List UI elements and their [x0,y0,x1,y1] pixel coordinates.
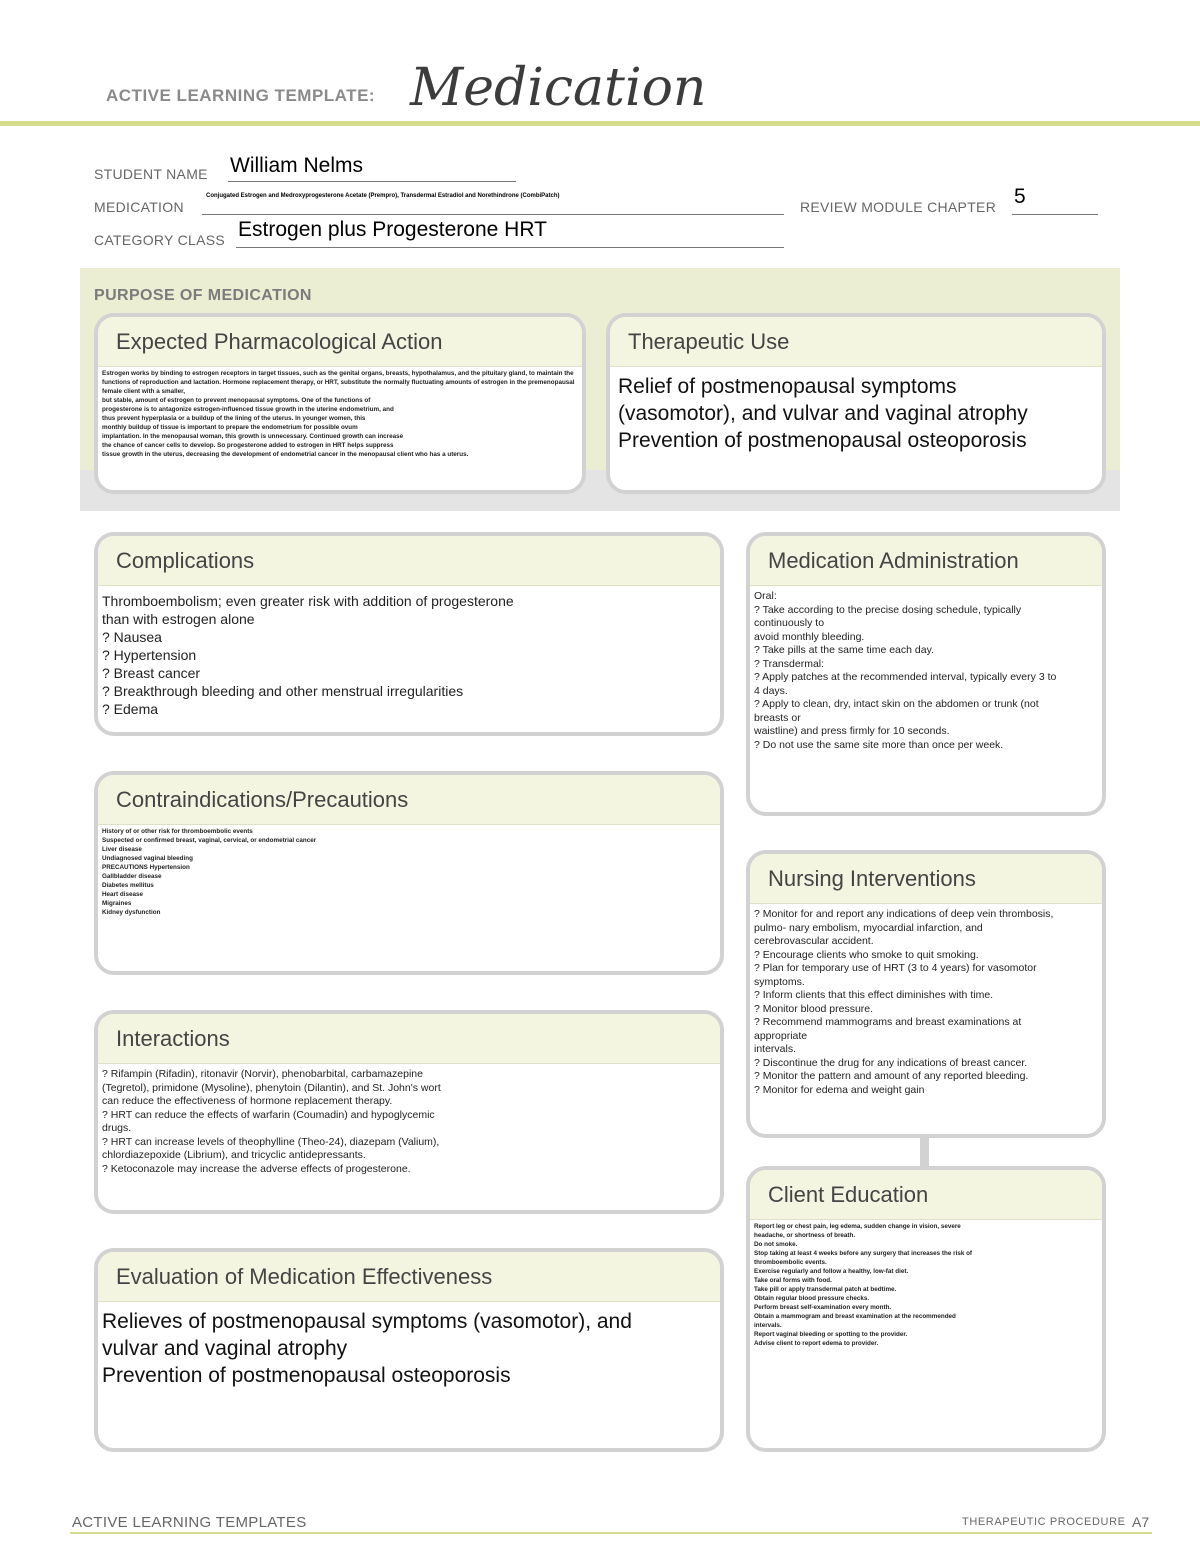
category-class-value[interactable]: Estrogen plus Progesterone HRT [238,218,547,241]
header-rule [0,121,1200,126]
footer-rule [70,1532,1152,1534]
complications-title: Complications [98,536,720,586]
nursing-interventions-title: Nursing Interventions [750,854,1102,904]
medication-administration-text[interactable]: Oral: ? Take according to the precise dosing schedule, typically continuously to avoid monthly bleeding. ? Take pills at the same time each day. ? Transdermal: ? Apply patches at the recommended interval, typically every 3 to 4 days. ? Apply to clean, dry, intact skin on the abdomen or trunk (not breasts or waistline) and press firmly for 10 seconds. ? Do not use the same site more than once per week. [754,590,1057,751]
client-education-card [746,1166,1106,1452]
evaluation-card [94,1248,724,1452]
student-name-label: STUDENT NAME [94,166,208,182]
therapeutic-use-card [606,313,1106,494]
contraindications-card [94,771,724,975]
page-number: A7 [1132,1514,1150,1530]
review-chapter-label: REVIEW MODULE CHAPTER [800,199,997,215]
medication-label: MEDICATION [94,199,184,215]
footer-left-label: ACTIVE LEARNING TEMPLATES [72,1514,307,1531]
page-title: Medication [410,58,707,118]
evaluation-title: Evaluation of Medication Effectiveness [98,1252,720,1302]
interactions-title: Interactions [98,1014,720,1064]
contraindications-title: Contraindications/Precautions [98,775,720,825]
expected-action-title: Expected Pharmacological Action [98,317,582,367]
therapeutic-use-title: Therapeutic Use [610,317,1102,367]
nursing-interventions-card [746,850,1106,1138]
complications-text[interactable]: Thromboembolism; even greater risk with addition of progesterone than with estrogen alone ? Nausea ? Hypertension ? Breast cancer ? Breakthrough bleeding and other menstrual irregularities ? Edema [102,593,514,717]
medication-administration-title: Medication Administration [750,536,1102,586]
interactions-card [94,1010,724,1214]
nursing-interventions-text[interactable]: ? Monitor for and report any indications of deep vein thrombosis, pulmo- nary embolism, myocardial infarction, and cerebrovascular accident. ? Encourage clients who smoke to quit smoking. ? Plan for temporary use of HRT (3 to 4 years) for vasomotor symptoms. ? Inform clients that this effect diminishes with time. ? Monitor blood pressure. ? Recommend mammograms and breast examinations at appropriate intervals. ? Discontinue the drug for any indications of breast cancer. ? Monitor the pattern and amount of any reported bleeding. ? Monitor for edema and weight gain [754,908,1054,1096]
therapeutic-use-text[interactable]: Relief of postmenopausal symptoms (vasomotor), and vulvar and vaginal atrophy Prevention of postmenopausal osteoporosis [618,375,1028,452]
review-chapter-value[interactable]: 5 [1014,185,1026,208]
category-class-label: CATEGORY CLASS [94,232,226,248]
medication-administration-card [746,532,1106,816]
contraindications-text[interactable]: History of or other risk for thromboembolic events Suspected or confirmed breast, vaginal, cervical, or endometrial cancer Liver disease Undiagnosed vaginal bleeding PRECAUTIONS Hypertension Gallbladder disease Diabetes mellitus Heart disease Migraines Kidney dysfunction [102,828,317,916]
evaluation-text[interactable]: Relieves of postmenopausal symptoms (vasomotor), and vulvar and vaginal atrophy Prevention of postmenopausal osteoporosis [102,1310,632,1387]
complications-card [94,532,724,736]
template-label: ACTIVE LEARNING TEMPLATE: [106,86,376,105]
expected-action-text[interactable]: Estrogen works by binding to estrogen receptors in target tissues, such as the genital organs, breasts, hypothalamus, and the pituitary gland, to maintain the functions of reproduction and lactation. Hormone replacement therapy, or HRT, substitute the normally fluctuating amounts of estrogen in the premenopausal female client with a smaller, but stable, amount of estrogen to prevent menopausal symptoms. One of the functions of progesterone is to antagonize estrogen-influenced tissue growth in the uterine endometrium, and thus prevent hyperplasia or a buildup of the lining of the uterus. In younger women, this monthly buildup of tissue is important to prepare the endometrium for possible ovum implantation. In the menopausal woman, this growth is unnecessary. Continued growth can increase the chance of cancer cells to develop. So progesterone added to estrogen in HRT helps suppress tissue growth in the uterus, decreasing the development of endometrial cancer in the menopausal client who has a uterus. [102,370,575,458]
medication-value[interactable]: Conjugated Estrogen and Medroxyprogesterone Acetate (Prempro), Transdermal Estradiol and Norethindrone (CombiPatch) [206,193,560,199]
footer-right-label: THERAPEUTIC PROCEDURE [962,1516,1126,1528]
purpose-label: PURPOSE OF MEDICATION [94,287,312,304]
card-connector [920,1136,929,1166]
client-education-title: Client Education [750,1170,1102,1220]
expected-action-card [94,313,586,494]
interactions-text[interactable]: ? Rifampin (Rifadin), ritonavir (Norvir), phenobarbital, carbamazepine (Tegretol), primidone (Mysoline), phenytoin (Dilantin), and St. John's wort can reduce the effectiveness of hormone replacement therapy. ? HRT can reduce the effects of warfarin (Coumadin) and hypoglycemic drugs. ? HRT can increase levels of theophylline (Theo-24), diazepam (Valium), chlordiazepoxide (Librium), and tricyclic antidepressants. ? Ketoconazole may increase the adverse effects of progesterone. [102,1068,441,1175]
student-name-value[interactable]: William Nelms [230,154,363,177]
client-education-text[interactable]: Report leg or chest pain, leg edema, sudden change in vision, severe headache, or shortness of breath. Do not smoke. Stop taking at least 4 weeks before any surgery that increases the risk of thromboembolic events. Exercise regularly and follow a healthy, low-fat diet. Take oral forms with food. Take pill or apply transdermal patch at bedtime. Obtain regular blood pressure checks. Perform breast self-examination every month. Obtain a mammogram and breast examination at the recommended intervals. Report vaginal bleeding or spotting to the provider. Advise client to report edema to provider. [754,1223,973,1347]
